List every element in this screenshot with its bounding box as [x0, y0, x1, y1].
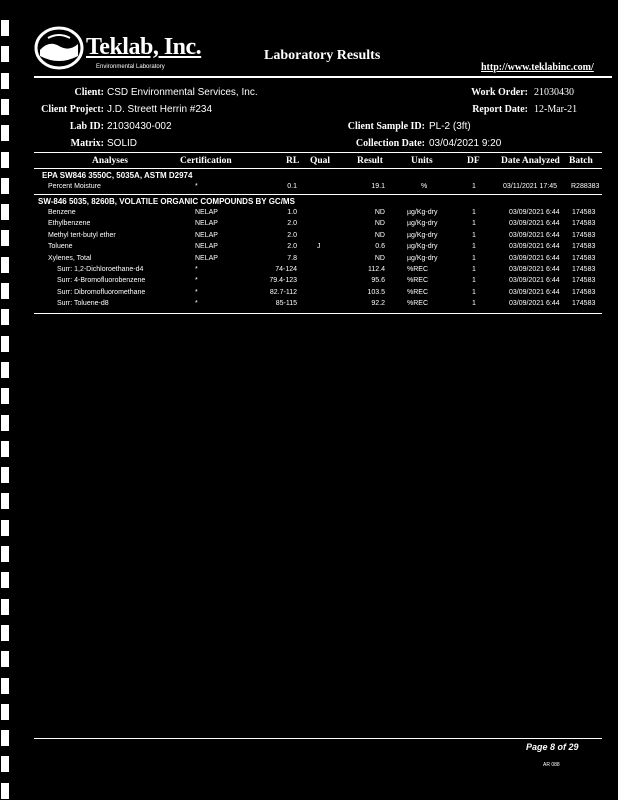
work-order-label: Work Order:	[471, 87, 528, 98]
units: %REC	[407, 300, 429, 308]
punch-hole	[1, 99, 9, 115]
certification: NELAP	[195, 243, 218, 251]
footer-rule	[34, 738, 602, 739]
header-rule	[34, 76, 612, 78]
date-analyzed: 03/09/2021 6:44	[509, 231, 560, 239]
collection-date-value: 03/04/2021 9:20	[429, 138, 502, 149]
reporting-limit: 1.0	[287, 209, 297, 216]
certification: *	[195, 288, 198, 296]
dilution-factor: 1	[472, 220, 476, 228]
reporting-limit: 2.0	[287, 231, 297, 239]
table-row	[0, 232, 618, 242]
analyte-name: Ethylbenzene	[48, 220, 91, 228]
analyte-name: Toluene	[48, 243, 73, 251]
punch-hole	[1, 493, 9, 509]
dilution-factor: 1	[472, 277, 476, 285]
batch: 174583	[572, 254, 596, 262]
certification: NELAP	[195, 209, 218, 216]
section-heading: EPA SW846 3550C, 5035A, ASTM D2974	[42, 171, 193, 180]
table-bottom-rule	[34, 313, 602, 314]
reporting-limit: 74-124	[275, 266, 297, 273]
batch: 174583	[572, 243, 596, 251]
client-value: CSD Environmental Services, Inc.	[107, 87, 258, 98]
result: 95.6	[371, 277, 385, 285]
date-analyzed: 03/09/2021 6:44	[509, 266, 560, 273]
table-row	[0, 277, 618, 287]
result: 19.1	[371, 183, 385, 190]
analyte-name: Surr: Toluene-d8	[57, 300, 109, 308]
punch-hole	[1, 441, 9, 457]
table-row	[0, 209, 618, 219]
batch: 174583	[572, 266, 596, 273]
date-analyzed: 03/09/2021 6:44	[509, 288, 560, 296]
result: 103.5	[367, 288, 385, 296]
date-analyzed: 03/11/2021 17:45	[503, 183, 557, 190]
result: ND	[374, 209, 385, 216]
reporting-limit: 82.7-112	[269, 288, 297, 296]
analyte-name: Surr: Dibromofluoromethane	[57, 288, 146, 296]
dilution-factor: 1	[472, 243, 476, 251]
units: %REC	[407, 277, 429, 285]
col-batch: Batch	[569, 156, 593, 166]
punch-hole	[1, 625, 9, 641]
certification: *	[195, 300, 198, 308]
dilution-factor: 1	[472, 209, 476, 216]
table-row	[0, 300, 618, 310]
dilution-factor: 1	[472, 183, 476, 190]
table-row	[0, 243, 618, 253]
reporting-limit: 85-115	[275, 300, 297, 308]
table-row	[0, 266, 618, 276]
reporting-limit: 0.1	[287, 183, 297, 190]
batch: 174583	[572, 209, 596, 216]
report-date-value: 12-Mar-21	[534, 104, 578, 115]
batch: 174583	[572, 277, 596, 285]
dilution-factor: 1	[472, 288, 476, 296]
punch-hole	[1, 415, 9, 431]
col-certification: Certification	[180, 156, 232, 166]
matrix-label: Matrix:	[70, 138, 104, 149]
table-row	[0, 183, 618, 193]
result: 92.2	[371, 300, 385, 308]
analyte-name: Methyl tert-butyl ether	[48, 231, 116, 239]
punch-hole	[1, 388, 9, 404]
matrix-value: SOLID	[107, 138, 138, 149]
reporting-limit: 2.0	[287, 220, 297, 228]
logo-name: Teklab, Inc.	[86, 34, 202, 60]
batch: 174583	[572, 300, 596, 308]
col-result: Result	[357, 156, 383, 166]
certification: *	[195, 266, 198, 273]
punch-hole	[1, 651, 9, 667]
date-analyzed: 03/09/2021 6:44	[509, 300, 560, 308]
punch-hole	[1, 467, 9, 483]
punch-hole	[1, 46, 9, 62]
units: µg/Kg-dry	[407, 231, 438, 239]
units: µg/Kg-dry	[407, 254, 438, 262]
result: ND	[374, 220, 385, 228]
section-rule	[34, 194, 602, 195]
analyte-name: Surr: 1,2-Dichloroethane-d4	[57, 266, 144, 273]
punch-hole	[1, 730, 9, 746]
sample-id-label: Client Sample ID:	[347, 121, 425, 132]
date-analyzed: 03/09/2021 6:44	[509, 243, 560, 251]
lab-id-value: 21030430-002	[107, 121, 172, 132]
certification: NELAP	[195, 220, 218, 228]
punch-hole	[1, 599, 9, 615]
date-analyzed: 03/09/2021 6:44	[509, 254, 560, 262]
units: %REC	[407, 266, 429, 273]
dilution-factor: 1	[472, 231, 476, 239]
project-value: J.D. Streett Herrin #234	[107, 104, 213, 115]
punch-hole	[1, 572, 9, 588]
qualifier: J	[317, 243, 321, 251]
reporting-limit: 2.0	[287, 243, 297, 251]
table-row	[0, 220, 618, 230]
analyte-name: Xylenes, Total	[48, 254, 92, 262]
website-link[interactable]: http://www.teklabinc.com/	[481, 62, 594, 73]
report-date-label: Report Date:	[472, 104, 528, 115]
date-analyzed: 03/09/2021 6:44	[509, 220, 560, 228]
table-row	[0, 289, 618, 299]
units: µg/Kg-dry	[407, 209, 438, 216]
punch-hole	[1, 520, 9, 536]
units: %	[421, 183, 428, 190]
col-qual: Qual	[310, 156, 331, 166]
teklab-logo	[34, 26, 204, 74]
punch-hole	[1, 783, 9, 799]
punch-hole	[1, 678, 9, 694]
col-df: DF	[467, 156, 480, 166]
date-analyzed: 03/09/2021 6:44	[509, 209, 560, 216]
col-analyses: Analyses	[92, 156, 128, 166]
sample-id-value: PL-2 (3ft)	[429, 121, 471, 132]
certification: NELAP	[195, 254, 218, 262]
logo-tagline: Environmental Laboratory	[96, 64, 165, 70]
reporting-limit: 79.4-123	[269, 277, 297, 285]
lab-id-label: Lab ID:	[69, 121, 104, 132]
certification: *	[195, 277, 198, 285]
punch-hole	[1, 756, 9, 772]
work-order-value: 21030430	[534, 87, 574, 98]
units: µg/Kg-dry	[407, 220, 438, 228]
punch-hole	[1, 546, 9, 562]
section-heading: SW-846 5035, 8260B, VOLATILE ORGANIC COMPOUNDS BY GC/MS	[38, 197, 295, 206]
punch-hole	[1, 309, 9, 325]
result: ND	[374, 254, 385, 262]
logo-emblem-icon	[34, 26, 84, 70]
page-title: Laboratory Results	[264, 48, 381, 63]
col-rl: RL	[286, 156, 300, 166]
punch-hole	[1, 336, 9, 352]
analyte-name: Surr: 4-Bromofluorobenzene	[57, 277, 146, 285]
result: 0.6	[375, 243, 385, 251]
dilution-factor: 1	[472, 266, 476, 273]
punch-hole	[1, 704, 9, 720]
punch-hole	[1, 362, 9, 378]
dilution-factor: 1	[472, 254, 476, 262]
punch-hole	[1, 125, 9, 141]
date-analyzed: 03/09/2021 6:44	[509, 277, 560, 285]
collection-date-label: Collection Date:	[355, 138, 425, 149]
batch: R288383	[571, 183, 600, 190]
table-row	[0, 255, 618, 265]
reporting-limit: 7.8	[287, 254, 297, 262]
page-number: Page 8 of 29	[526, 742, 579, 752]
dilution-factor: 1	[472, 300, 476, 308]
col-date-analyzed: Date Analyzed	[501, 156, 560, 166]
result: ND	[374, 231, 385, 239]
result: 112.4	[368, 266, 385, 273]
analyte-name: Percent Moisture	[48, 183, 101, 190]
punch-hole	[1, 73, 9, 89]
batch: 174583	[572, 231, 596, 239]
footer-code: AR 088	[543, 762, 560, 768]
col-units: Units	[411, 156, 433, 166]
punch-hole	[1, 20, 9, 36]
batch: 174583	[572, 288, 596, 296]
units: µg/Kg-dry	[407, 243, 438, 251]
units: %REC	[407, 288, 429, 296]
batch: 174583	[572, 220, 596, 228]
table-top-rule	[34, 152, 602, 153]
certification: NELAP	[195, 231, 218, 239]
analyte-name: Benzene	[48, 209, 76, 216]
certification: *	[195, 183, 198, 190]
punch-hole	[1, 152, 9, 168]
header-bottom-rule	[34, 168, 602, 169]
project-label: Client Project:	[41, 104, 104, 115]
client-label: Client:	[74, 87, 104, 98]
